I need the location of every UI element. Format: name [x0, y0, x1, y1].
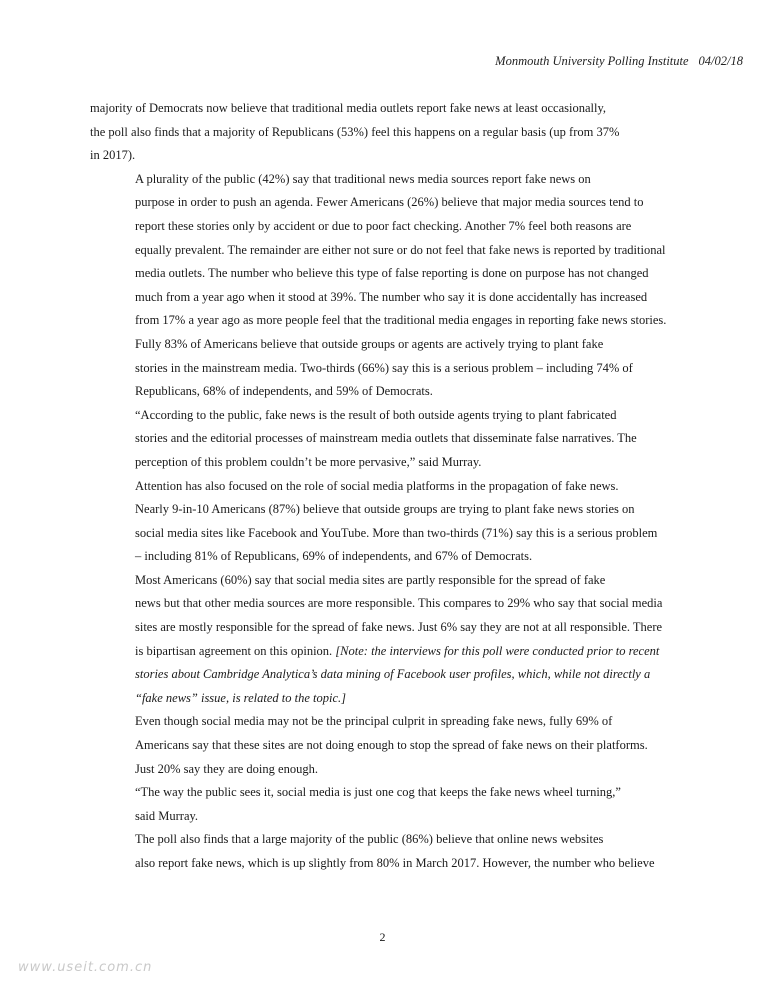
paragraph — [90, 710, 684, 781]
text-line: “According to the public, fake news is the result of both outside agents trying to plant fabricated — [135, 407, 617, 422]
watermark: www.useit.com.cn — [18, 960, 153, 975]
running-header — [495, 54, 743, 69]
text-line: perception of this problem couldn’t be more pervasive,” said Murray. — [135, 454, 482, 469]
text-line: majority of Democrats now believe that traditional media outlets report fake news at least occasionally, — [90, 101, 607, 115]
paragraph — [90, 168, 684, 333]
text-line: the poll also finds that a majority of Republicans (53%) feel this happens on a regular basis (up from 37% — [90, 124, 620, 139]
text-line: much from a year ago when it stood at 39%. The number who say it is done accidentally has increased — [135, 289, 648, 304]
text-line: Americans say that these sites are not doing enough to stop the spread of fake news on their platforms. — [135, 738, 648, 753]
paragraph — [90, 781, 684, 828]
text-line: stories and the editorial processes of mainstream media outlets that disseminate false narratives. The — [135, 431, 637, 446]
text-line: Republicans, 68% of independents, and 59% of Democrats. — [135, 384, 433, 399]
text-line: equally prevalent. The remainder are either not sure or do not feel that fake news is reported by traditional — [135, 242, 666, 257]
text-line: A plurality of the public (42%) say that traditional news media sources report fake news on — [135, 171, 591, 186]
text-line-mixed — [90, 640, 684, 664]
text-line: “The way the public sees it, social media is just one cog that keeps the fake news wheel turning,” — [135, 785, 621, 800]
text-line: – including 81% of Republicans, 69% of independents, and 67% of Democrats. — [135, 549, 533, 564]
header-source: Monmouth University Polling Institute — [495, 54, 689, 68]
text-line: social media sites like Facebook and YouTube. More than two-thirds (71%) say this is a serious problem — [135, 525, 658, 540]
text-line: Most Americans (60%) say that social media sites are partly responsible for the spread of fake — [135, 572, 606, 587]
text-line: Attention has also focused on the role of social media platforms in the propagation of fake news. — [135, 478, 619, 493]
page-number: 2 — [379, 930, 386, 944]
note-line: stories about Cambridge Analytica’s data mining of Facebook user profiles, which, while not directly a — [135, 667, 651, 682]
text-line: from 17% a year ago as more people feel that the traditional media engages in reporting fake news stories. — [135, 313, 667, 328]
text-line: Just 20% say they are doing enough. — [135, 761, 318, 776]
text-line: report these stories only by accident or due to poor fact checking. Another 7% feel both reasons are — [135, 218, 632, 233]
text-line: said Murray. — [135, 808, 199, 823]
body-text — [90, 97, 684, 876]
text-segment: is bipartisan agreement on this opinion. — [135, 643, 336, 658]
text-line: news but that other media sources are more responsible. This compares to 29% who say that social media — [135, 596, 663, 611]
header-date: 04/02/18 — [698, 54, 743, 68]
text-line: also report fake news, which is up slightly from 80% in March 2017. However, the number who believe — [135, 856, 655, 870]
text-line: in 2017). — [90, 148, 136, 163]
text-line: The poll also finds that a large majority of the public (86%) believe that online news websites — [135, 832, 604, 847]
note-line: “fake news” issue, is related to the topic.] — [135, 690, 346, 705]
text-line: Nearly 9-in-10 Americans (87%) believe that outside groups are trying to plant fake news stories on — [135, 502, 635, 517]
paragraph — [90, 333, 684, 404]
paragraph — [90, 475, 684, 569]
text-line: media outlets. The number who believe this type of false reporting is done on purpose has not changed — [135, 266, 649, 281]
paragraph — [90, 97, 684, 168]
paragraph — [90, 828, 684, 875]
text-line: Fully 83% of Americans believe that outside groups or agents are actively trying to plant fake — [135, 336, 604, 351]
paragraph — [90, 404, 684, 475]
text-line: purpose in order to push an agenda. Fewer Americans (26%) believe that major media sources tend to — [135, 195, 644, 210]
text-line: stories in the mainstream media. Two-thirds (66%) say this is a serious problem – including 74% of — [135, 360, 633, 375]
text-line: sites are mostly responsible for the spread of fake news. Just 6% say they are not at all responsible. There — [135, 620, 663, 635]
text-line: Even though social media may not be the principal culprit in spreading fake news, fully 69% of — [135, 714, 613, 729]
note-text: [Note: the interviews for this poll were conducted prior to recent — [335, 643, 660, 658]
paragraph — [90, 569, 684, 711]
